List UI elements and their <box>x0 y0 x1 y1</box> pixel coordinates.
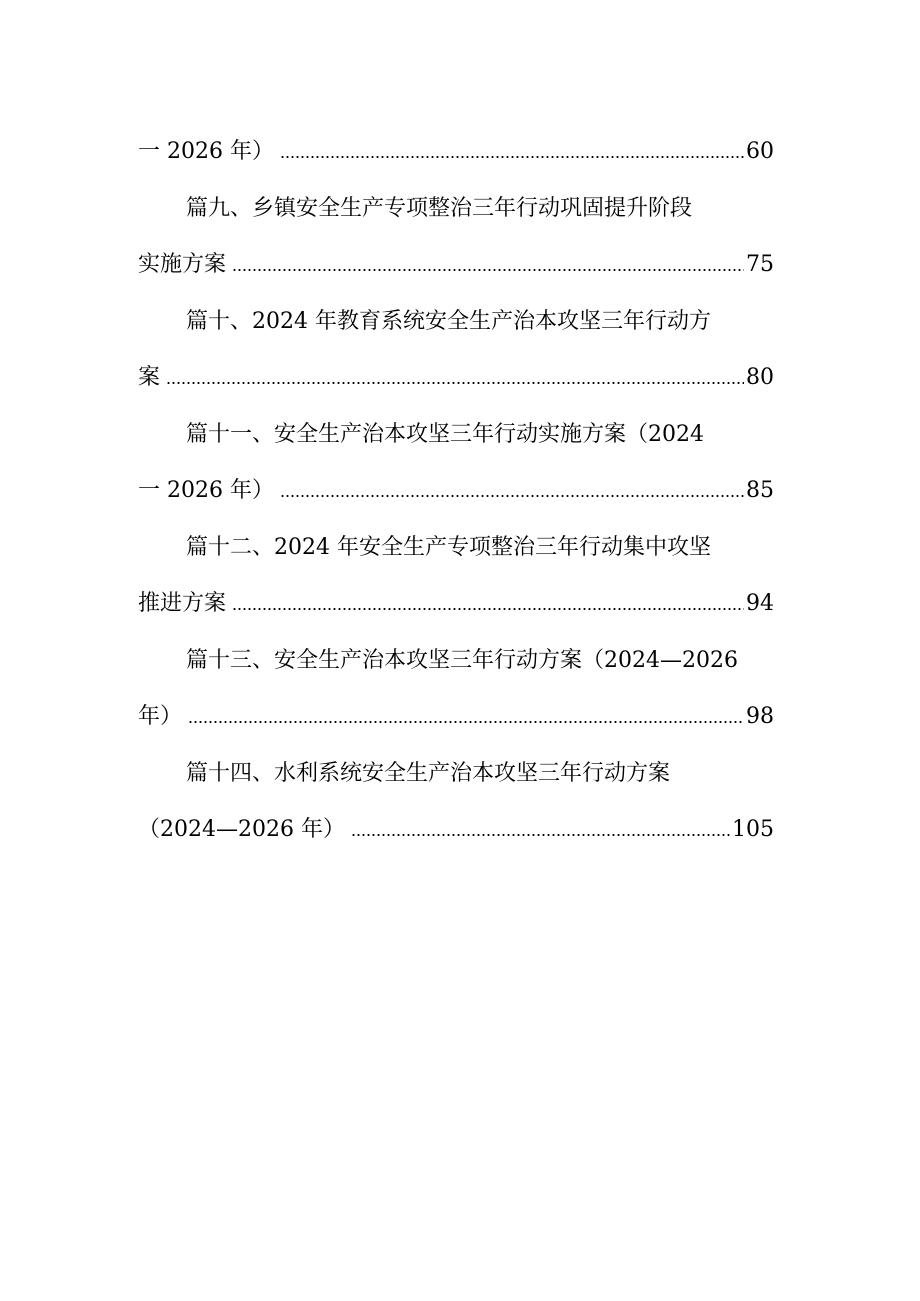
toc-entry-continuation <box>138 810 774 850</box>
toc-entry-title: 篇十一、安全生产治本攻坚三年行动实施方案（2024 <box>186 422 704 447</box>
toc-page-number: 85 <box>746 478 774 503</box>
toc-entry-title: 篇十二、2024 年安全生产专项整治三年行动集中攻坚 <box>186 535 711 560</box>
toc-entry-continuation <box>138 245 774 285</box>
toc-entry-continuation <box>138 697 774 737</box>
dot-leader <box>232 608 744 610</box>
toc-entry-text: 一 2026 年） <box>138 139 274 164</box>
dot-leader <box>166 382 744 384</box>
toc-entry-text: 推进方案 <box>138 591 227 616</box>
toc-page-number: 105 <box>732 817 774 842</box>
toc-page-number: 80 <box>746 365 774 390</box>
toc-entry-text: 实施方案 <box>138 252 227 277</box>
toc-page-number: 60 <box>746 139 774 164</box>
toc-entry-continuation <box>138 358 774 398</box>
toc-entry-title: 篇十四、水利系统安全生产治本攻坚三年行动方案 <box>186 761 671 786</box>
dot-leader <box>280 495 744 497</box>
toc-entry-title: 篇九、乡镇安全生产专项整治三年行动巩固提升阶段 <box>186 196 693 221</box>
toc-entry-text: 案 <box>138 365 161 390</box>
dot-leader <box>232 269 744 271</box>
toc-entry-continuation <box>138 471 774 511</box>
toc-entry-title: 篇十、2024 年教育系统安全生产治本攻坚三年行动方 <box>186 309 711 334</box>
toc-entry-continuation <box>138 132 774 172</box>
toc-page-number: 94 <box>746 591 774 616</box>
toc-entry-text: （2024—2026 年） <box>138 817 345 842</box>
toc-page-number: 75 <box>746 252 774 277</box>
toc-entry-text: 一 2026 年） <box>138 478 274 503</box>
toc-entry-text: 年） <box>138 704 183 729</box>
dot-leader <box>351 834 730 836</box>
dot-leader <box>188 721 744 723</box>
toc-entry-title: 篇十三、安全生产治本攻坚三年行动方案（2024—2026 <box>186 648 738 673</box>
dot-leader <box>280 156 744 158</box>
toc-entry-continuation <box>138 584 774 624</box>
toc-page-number: 98 <box>746 704 774 729</box>
